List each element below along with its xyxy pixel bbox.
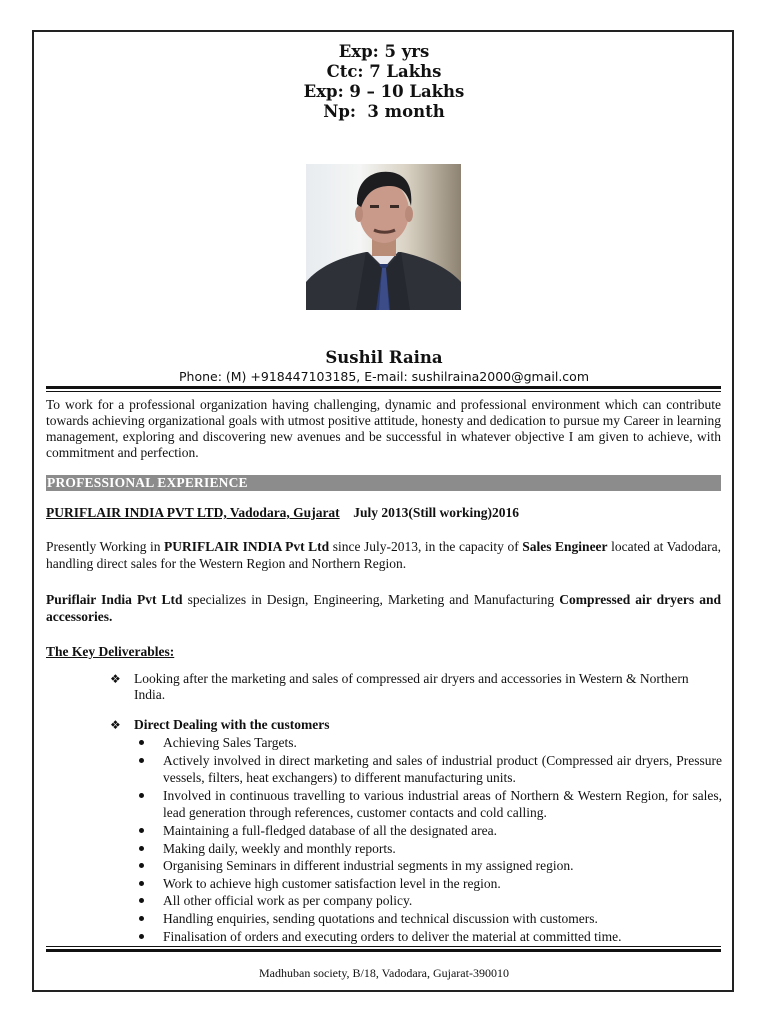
- list-item: [137, 752, 722, 787]
- bullet-icon: [139, 934, 144, 939]
- list-item: [137, 787, 722, 822]
- notice-period-line: Np: 3 month: [323, 102, 445, 121]
- expected-ctc-line: Exp: 9 – 10 Lakhs: [303, 82, 465, 101]
- bullet-icon: [139, 793, 144, 798]
- career-objective: To work for a professional organization having challenging, dynamic and professional environment which can contribute towards achieving organizational goals with utmost positive attitude, honesty and dedication to pursue my Career in learning management, exploring and discovering new avenues and be successful in whatever objective I am given to achieve, with commitment and perfection.: [46, 397, 721, 460]
- para2-company: Puriflair India Pvt Ltd: [46, 592, 183, 607]
- bullet-icon: [139, 898, 144, 903]
- list-item-text: Achieving Sales Targets.: [163, 735, 297, 750]
- company-name: PURIFLAIR INDIA PVT LTD, Vadodara, Gujarat: [46, 505, 340, 520]
- list-item-text: Involved in continuous travelling to various industrial areas of Northern & Western Region, for sales, lead generation through references, customer contacts and cold calling.: [163, 787, 722, 821]
- company-heading: [46, 505, 721, 521]
- diamond-bullet-icon: ❖: [110, 672, 121, 686]
- bullet-icon: [139, 863, 144, 868]
- list-item-text: Actively involved in direct marketing and sales of industrial product (Compressed air dryers, Pressure vessels, filters, heat exchangers) to different manufacturing units.: [163, 752, 722, 786]
- header-rule-thin: [46, 391, 721, 392]
- deliverable-item: [110, 671, 722, 703]
- header-summary: [0, 42, 768, 122]
- key-deliverables-heading: The Key Deliverables:: [46, 644, 175, 659]
- deliverable-item: [110, 717, 722, 733]
- deliverable-text: Looking after the marketing and sales of compressed air dryers and accessories in Western & Northern India.: [134, 671, 689, 702]
- list-item-text: Handling enquiries, sending quotations and technical discussion with customers.: [163, 910, 598, 926]
- profile-photo: [306, 164, 461, 310]
- bullet-icon: [139, 758, 144, 763]
- list-item: [137, 734, 722, 752]
- footer-rule-thin: [46, 946, 721, 947]
- para1-text-e: located at Vadodara, handling direct sales for the Western Region and Northern Region.: [46, 539, 721, 571]
- para1-designation: Sales Engineer: [522, 539, 608, 554]
- list-item: [137, 822, 722, 840]
- bullet-icon: [139, 916, 144, 921]
- list-item: [137, 840, 722, 858]
- employment-period: July 2013(Still working)2016: [353, 505, 519, 520]
- footer-rule-thick: [46, 949, 721, 952]
- para2-text: specializes in Design, Engineering, Marketing and Manufacturing: [182, 592, 560, 607]
- list-item: [137, 857, 722, 875]
- bullet-icon: [139, 828, 144, 833]
- contact-info: Phone: (M) +918447103185, E-mail: sushilraina2000@gmail.com: [178, 369, 590, 384]
- list-item: [137, 892, 722, 910]
- footer-address: Madhuban society, B/18, Vadodara, Gujarat-390010: [259, 966, 509, 980]
- bullet-icon: [139, 740, 144, 745]
- section-heading-experience: PROFESSIONAL EXPERIENCE: [46, 475, 721, 491]
- bullet-icon: [139, 881, 144, 886]
- list-item: [137, 910, 722, 928]
- diamond-bullet-icon: ❖: [110, 718, 121, 732]
- list-item-text: Making daily, weekly and monthly reports.: [163, 840, 396, 856]
- list-item: [137, 928, 722, 946]
- current-role-paragraph: [46, 538, 721, 572]
- list-item-text: Work to achieve high customer satisfaction level in the region.: [163, 875, 501, 891]
- ctc-line: Ctc: 7 Lakhs: [326, 62, 442, 81]
- candidate-name: Sushil Raina: [325, 348, 443, 367]
- list-item: [137, 875, 722, 893]
- responsibilities-list: [137, 734, 722, 945]
- para1-text-c: since July-2013, in the capacity of: [329, 539, 523, 554]
- header-rule-thick: [46, 386, 721, 389]
- company-description-paragraph: [46, 591, 721, 625]
- para1-text-a: Presently Working in: [46, 539, 165, 554]
- bullet-icon: [139, 846, 144, 851]
- list-item-text: All other official work as per company policy.: [163, 893, 413, 909]
- para2-products: Compressed air dryers and accessories.: [46, 592, 721, 624]
- list-item-text: Maintaining a full-fledged database of all the designated area.: [163, 822, 497, 838]
- list-item-text: Finalisation of orders and executing orders to deliver the material at committed time.: [163, 928, 622, 944]
- para1-company: PURIFLAIR INDIA Pvt Ltd: [164, 539, 330, 554]
- list-item-text: Organising Seminars in different industrial segments in my assigned region.: [163, 858, 574, 874]
- experience-line: Exp: 5 yrs: [338, 42, 430, 61]
- deliverable-title: Direct Dealing with the customers: [134, 717, 330, 732]
